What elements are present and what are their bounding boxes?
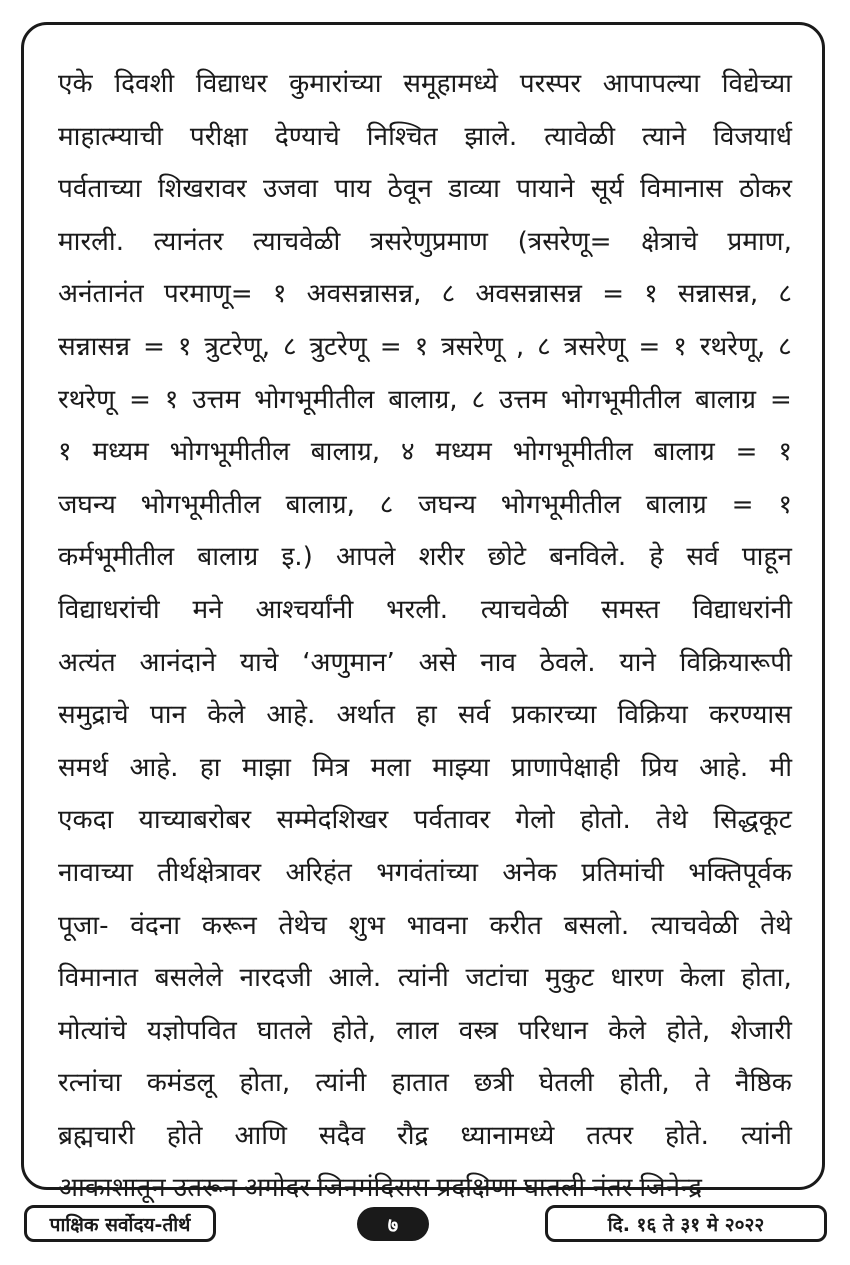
text-line [58,268,792,321]
word: सूर्य [590,174,624,205]
word: बालाग्र [653,437,715,468]
word: बालाग्र, [310,437,381,468]
word: होते, [666,1015,711,1046]
word: याच्याबरोबर [138,805,252,836]
word: बालाग्र [645,489,707,520]
word: जघन्य [418,489,476,520]
word: तेथे [656,805,688,836]
word: अनेक [502,857,558,888]
word: भोगभूमीतील [560,384,682,415]
word: त्यावेळी [544,121,615,152]
word: उतरून [172,1173,237,1204]
word: प्रिय [640,752,678,783]
word: त्यांनी [741,1120,792,1151]
text-line [58,58,792,111]
text-line [58,321,792,374]
word: होते, [332,1015,377,1046]
word: पाहून [741,542,792,573]
text-line [58,637,792,690]
word: आकाशातून [58,1173,166,1204]
word: विजयार्ध [713,121,792,152]
word: हा [199,752,221,783]
word: मुकुट [544,963,594,994]
content-frame [21,22,825,1204]
word: ठेवले. [539,647,596,678]
word: डाव्या [448,174,500,205]
word: कमंडलू [146,1068,215,1099]
word: ८ [537,331,551,362]
word: नावाच्या [58,857,134,888]
word: होता, [741,963,792,994]
word: भक्तिपूर्वक [688,857,792,888]
word: = [638,331,661,362]
word: हातात [391,1068,449,1099]
word: विक्रिया [617,700,688,731]
word: समुद्राचे [58,700,129,731]
word: समर्थ [58,752,109,783]
word: दिवशी [114,69,175,99]
word: अगोदर [243,1173,311,1204]
word: इ.) [281,542,313,573]
word: समस्त [601,594,660,625]
word: सर्व [686,542,719,573]
word: पायाने [516,174,575,205]
word: त्यानंतर [153,226,224,257]
word: रत्नांचा [58,1068,122,1099]
word: ते [694,1068,710,1099]
word: = [142,331,165,362]
word: माझा [241,752,291,783]
text-line [58,900,792,953]
word: परीक्षा [189,121,248,152]
word: धारण [610,963,664,994]
word: मने [192,594,223,625]
word: वंदना [130,910,181,941]
word: विद्याधर [195,69,268,99]
word: बालाग्र [197,542,259,573]
word: प्रमाण, [727,226,792,257]
word: (त्रसरेणू= [517,226,612,257]
word: रथरेणू, [699,331,766,362]
word: शेजारी [730,1015,792,1046]
word: त्याचवेळी [651,910,739,941]
word: त्रुटरेणू, [204,331,271,362]
word: मध्यम [435,437,492,468]
word: सर्व [458,700,491,731]
text-line [58,847,792,900]
word: कुमारांच्या [289,69,382,99]
word: १ [644,279,658,310]
word: हे [649,542,664,573]
word: उत्तम [192,384,241,415]
page-number: ७ [357,1207,429,1241]
word: मला [370,752,411,783]
word: विक्रियारूपी [679,647,792,678]
word: माझ्या [432,752,490,783]
word: जिनमंदिरास [317,1173,430,1204]
word: बसलो. [563,910,630,941]
word: प्रतिमांची [581,857,664,888]
word: घातले [256,1015,312,1046]
word: तेथेच [278,910,327,941]
word: त्यांनी [397,963,449,994]
word: १ [673,331,687,362]
word: होतो. [580,805,631,836]
text-line [58,584,792,637]
publication-name: पाक्षिक सर्वोदय-तीर्थ [24,1205,216,1242]
word: भोगभूमीतील [169,437,290,468]
word: भोगभूमीतील [140,489,261,520]
word: प्रकारच्या [511,700,597,731]
word: त्याचवेळी [480,594,569,625]
word: बालाग्र, [388,384,458,415]
word: होती, [618,1068,670,1099]
word: जघन्य [58,489,116,520]
text-line [58,374,792,427]
word: सम्मेदशिखर [276,805,389,836]
word: १ [414,331,429,362]
word: मोत्यांचे [58,1015,127,1046]
text-line [58,689,792,742]
word: भगवंतांच्या [376,857,478,888]
word: पूजा- [58,910,109,941]
word: रौद्र [397,1120,429,1151]
word: याने [619,647,656,678]
issue-date: दि. १६ ते ३१ मे २०२२ [545,1205,827,1242]
text-line [58,742,792,795]
word: त्यांनी [315,1068,367,1099]
word: याचे [239,647,279,678]
word: ८ [441,279,456,310]
word: = [128,384,151,415]
word: पर्वताच्या [58,174,142,205]
word: सिद्धकूट [713,805,792,836]
word: आणि [234,1120,287,1151]
word: १ [177,331,192,362]
word: निश्चित [366,121,438,152]
word: = [769,384,792,415]
word: आनंदाने [139,647,217,678]
word: हा [416,700,437,731]
word: बनविले. [549,542,627,573]
word: ठेवून [387,174,432,205]
word: केले [207,700,246,731]
word: ८ [379,489,394,520]
word: तीर्थक्षेत्रावर [157,857,262,888]
word: प्रदक्षिणा [436,1173,517,1204]
word: भोगभूमीतील [500,489,622,520]
word: त्याने [641,121,687,152]
word: रथरेणू [58,384,116,415]
word: लाल [396,1015,439,1046]
word: असे [418,647,457,678]
word: छोटे [487,542,527,573]
word: होते. [665,1120,710,1151]
word: मध्यम [92,437,149,468]
word: मी [769,752,792,783]
word: शरीर [418,542,465,573]
word: करण्यास [708,700,792,731]
word: सन्नासन्न [58,331,131,362]
word: आपापल्या [602,69,701,99]
word: आहे. [266,700,316,731]
word: १ [778,437,792,468]
word: ‘अणुमान’ [302,647,395,678]
word: केले [608,1015,647,1046]
word: देण्याचे [274,121,340,152]
text-line [58,531,792,584]
word: सदैव [318,1120,366,1151]
word: छत्री [474,1068,514,1099]
word: शिखरावर [157,174,247,205]
word: भोगभूमीतील [254,384,375,415]
word: आले. [328,963,382,994]
word: , [515,331,525,362]
body-text [58,58,792,1215]
word: घेतली [538,1068,594,1099]
word: यज्ञोपवित [146,1015,237,1046]
word: त्रुटरेणू [309,331,367,362]
text-line [58,479,792,532]
word: नंतर [592,1173,633,1204]
word: प्राणापेक्षाही [511,752,620,783]
word: विद्येच्या [721,69,792,99]
word: जटांचा [465,963,529,994]
word: ८ [471,384,486,415]
word: होते [166,1120,203,1151]
word: बालाग्र [695,384,757,415]
word: त्रसरेणू [441,331,503,362]
word: घातली [523,1173,586,1204]
word: जिनेन्द्र [639,1173,703,1204]
word: गेलो [515,805,555,836]
word: अवसन्नासन्न [475,279,582,310]
word: मारली. [58,226,125,257]
word: ८ [778,279,792,310]
word: आहे. [699,752,749,783]
word: कर्मभूमीतील [58,542,175,573]
word: अरिहंत [285,857,352,888]
word: = [602,279,625,310]
text-line [58,952,792,1005]
word: नाव [480,647,516,678]
word: नैष्ठिक [735,1068,792,1099]
word: बालाग्र, [285,489,355,520]
word: १ [164,384,179,415]
text-line [58,1005,792,1058]
word: माहात्म्याची [58,121,163,152]
word: तत्पर [586,1120,634,1151]
text-line [58,1110,792,1163]
word: १ [272,279,287,310]
text-line [58,1057,792,1110]
word: पर्वतावर [413,805,491,836]
word: त्रसरेणुप्रमाण [369,226,488,257]
word: ठोकर [739,174,792,205]
word: परस्पर [519,69,582,99]
word: उत्तम [498,384,548,415]
word: परिधान [518,1015,588,1046]
word: एके [58,69,93,99]
word: = [731,489,754,520]
word: समूहामध्ये [403,69,498,99]
word: सन्नासन्न, [677,279,759,310]
word: एकदा [58,805,114,836]
word: वस्त्र [458,1015,498,1046]
word: त्रसरेणू [563,331,626,362]
word: १ [778,489,792,520]
word: मित्र [312,752,350,783]
word: ब्रह्मचारी [58,1120,135,1151]
word: पाय [334,174,372,205]
text-line [58,426,792,479]
word: ८ [282,331,297,362]
word: अत्यंत [58,647,116,678]
text-line [58,794,792,847]
word: झाले. [464,121,518,152]
word: ध्यानामध्ये [460,1120,555,1151]
word: त्याचवेळी [252,226,341,257]
word: क्षेत्राचे [641,226,698,257]
word: केला [679,963,725,994]
word: = [735,437,758,468]
word: करून [201,910,257,941]
text-line [58,216,792,269]
word: बसलेले [154,963,223,994]
text-line [58,111,792,164]
word: अनंतानंत [58,279,144,310]
word: शुभ [348,910,385,941]
word: भोगभूमीतील [512,437,633,468]
word: विमानास [640,174,723,205]
word: १ [58,437,72,468]
word: = [379,331,402,362]
word: होता, [239,1068,291,1099]
word: अर्थात [336,700,395,731]
word: आश्चर्यांनी [255,594,354,625]
word: परमाणू= [163,279,253,310]
word: नारदजी [239,963,312,994]
word: विद्याधरांनी [692,594,792,625]
word: भरली. [386,594,449,625]
word: आहे. [129,752,179,783]
word: ४ [400,437,415,468]
word: करीत [489,910,542,941]
word: विमानात [58,963,139,994]
word: उजवा [262,174,319,205]
word: विद्याधरांची [58,594,160,625]
word: ८ [778,331,792,362]
word: तेथे [760,910,792,941]
word: पान [149,700,187,731]
word: अवसन्नासन्न, [306,279,422,310]
word: आपले [336,542,396,573]
text-line [58,163,792,216]
word: भावना [406,910,468,941]
